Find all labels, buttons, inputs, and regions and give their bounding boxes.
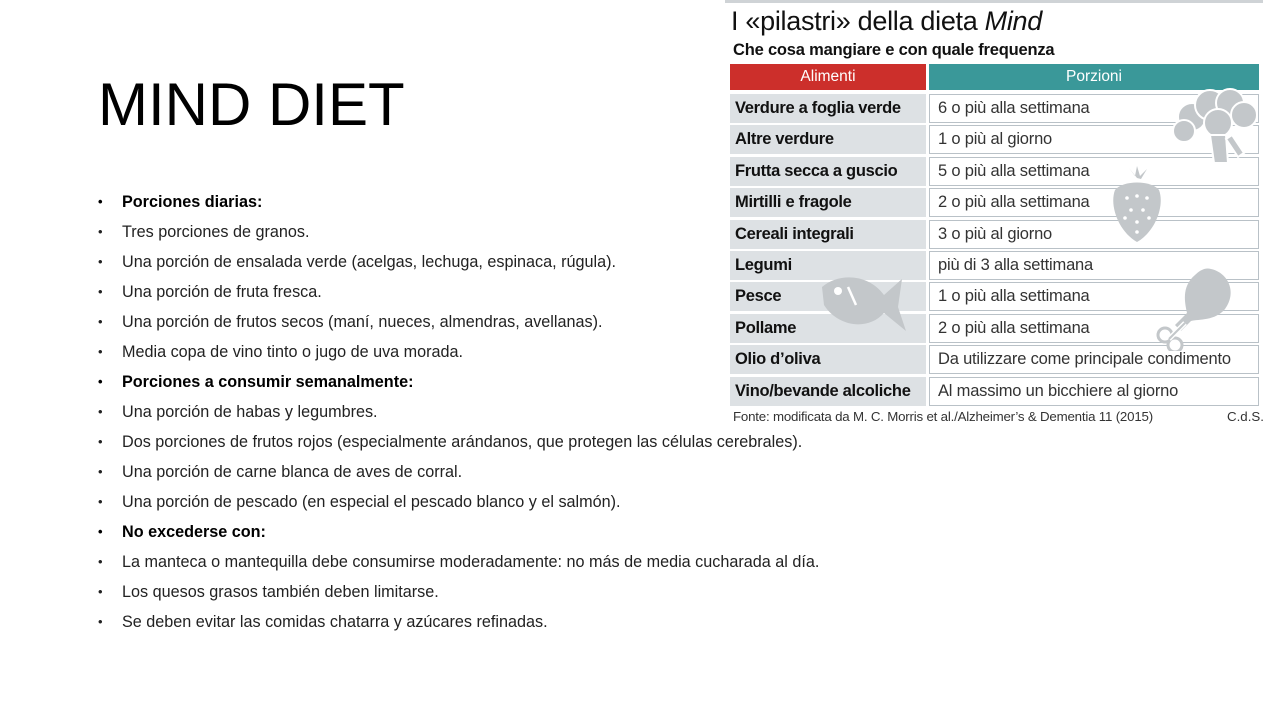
bullet-text: Una porción de habas y legumbres. <box>122 403 378 421</box>
infographic-title-text: I «pilastri» della dieta <box>731 6 985 36</box>
bullet-text: La manteca o mantequilla debe consumirse moderadamente: no más de media cucharada al día. <box>122 553 820 571</box>
infographic-source: Fonte: modificata da M. C. Morris et al./Alzheimer’s & Dementia 11 (2015) <box>733 409 1153 424</box>
bullet-marker: • <box>98 314 103 329</box>
bullet-item <box>98 487 819 517</box>
portion-cell: Al massimo un bicchiere al giorno <box>929 377 1259 406</box>
bullet-marker: • <box>98 344 103 359</box>
portion-cell: 2 o più alla settimana <box>929 314 1259 343</box>
bullet-item <box>98 427 819 457</box>
food-cell: Vino/bevande alcoliche <box>730 377 926 406</box>
bullet-item <box>98 307 819 337</box>
bullet-item <box>98 457 819 487</box>
bullet-list <box>98 187 819 637</box>
column-header-porzioni: Porzioni <box>929 64 1259 90</box>
slide-title: MIND DIET <box>98 71 405 138</box>
bullet-marker: • <box>98 524 103 539</box>
portion-cell: 5 o più alla settimana <box>929 157 1259 186</box>
bullet-marker: • <box>98 374 103 389</box>
bullet-item <box>98 277 819 307</box>
food-cell: Legumi <box>730 251 926 280</box>
strawberry-icon <box>1107 166 1167 244</box>
bullet-text: Tres porciones de granos. <box>122 223 310 241</box>
bullet-marker: • <box>98 614 103 629</box>
infographic-credit: C.d.S. <box>1227 409 1264 424</box>
food-cell: Mirtilli e fragole <box>730 188 926 217</box>
chicken-leg-icon <box>1155 265 1237 351</box>
bullet-marker: • <box>98 434 103 449</box>
mind-diet-infographic <box>725 0 1263 432</box>
bullet-marker: • <box>98 494 103 509</box>
bullet-item <box>98 607 819 637</box>
bullet-marker: • <box>98 224 103 239</box>
infographic-title-emphasis: Mind <box>984 6 1042 36</box>
bullet-text: Se deben evitar las comidas chatarra y azúcares refinadas. <box>122 613 548 631</box>
bullet-item <box>98 547 819 577</box>
bullet-marker: • <box>98 584 103 599</box>
bullet-item <box>98 577 819 607</box>
portion-cell: 1 o più alla settimana <box>929 282 1259 311</box>
bullet-text: Una porción de frutos secos (maní, nueces, almendras, avellanas). <box>122 313 603 331</box>
portion-cell: 1 o più al giorno <box>929 125 1259 154</box>
bullet-heading <box>98 187 819 217</box>
portion-cell: Da utilizzare come principale condimento <box>929 345 1259 374</box>
bullet-text: Una porción de ensalada verde (acelgas, lechuga, espinaca, rúgula). <box>122 253 617 271</box>
bullet-marker: • <box>98 254 103 269</box>
broccoli-icon <box>1170 85 1260 167</box>
bullet-text: Porciones diarias: <box>122 193 263 211</box>
bullet-text: Una porción de pescado (en especial el pescado blanco y el salmón). <box>122 493 621 511</box>
food-cell: Olio d’oliva <box>730 345 926 374</box>
food-cell: Frutta secca a guscio <box>730 157 926 186</box>
bullet-text: Una porción de carne blanca de aves de corral. <box>122 463 463 481</box>
bullet-text: Dos porciones de frutos rojos (especialmente arándanos, que protegen las células cerebrales). <box>122 433 803 451</box>
bullet-marker: • <box>98 554 103 569</box>
bullet-marker: • <box>98 194 103 209</box>
infographic-title <box>731 3 1042 39</box>
food-cell: Pesce <box>730 282 926 311</box>
bullet-text: No excederse con: <box>122 523 266 541</box>
bullet-text: Los quesos grasos también deben limitarse. <box>122 583 439 601</box>
portion-cell: più di 3 alla settimana <box>929 251 1259 280</box>
bullet-item <box>98 397 819 427</box>
portion-cell: 6 o più alla settimana <box>929 94 1259 123</box>
bullet-marker: • <box>98 404 103 419</box>
bullet-heading <box>98 517 819 547</box>
food-cell: Verdure a foglia verde <box>730 94 926 123</box>
bullet-item <box>98 337 819 367</box>
bullet-marker: • <box>98 464 103 479</box>
food-cell: Cereali integrali <box>730 220 926 249</box>
bullet-heading <box>98 367 819 397</box>
bullet-item <box>98 217 819 247</box>
column-header-alimenti: Alimenti <box>730 64 926 90</box>
bullet-marker: • <box>98 284 103 299</box>
food-cell: Pollame <box>730 314 926 343</box>
portion-cell: 3 o più al giorno <box>929 220 1259 249</box>
bullet-text: Una porción de fruta fresca. <box>122 283 322 301</box>
bullet-text: Porciones a consumir semanalmente: <box>122 373 414 391</box>
bullet-item <box>98 247 819 277</box>
infographic-subtitle: Che cosa mangiare e con quale frequenza <box>733 41 1055 59</box>
fish-icon <box>818 265 908 335</box>
portion-cell: 2 o più alla settimana <box>929 188 1259 217</box>
food-cell: Altre verdure <box>730 125 926 154</box>
bullet-text: Media copa de vino tinto o jugo de uva morada. <box>122 343 464 361</box>
